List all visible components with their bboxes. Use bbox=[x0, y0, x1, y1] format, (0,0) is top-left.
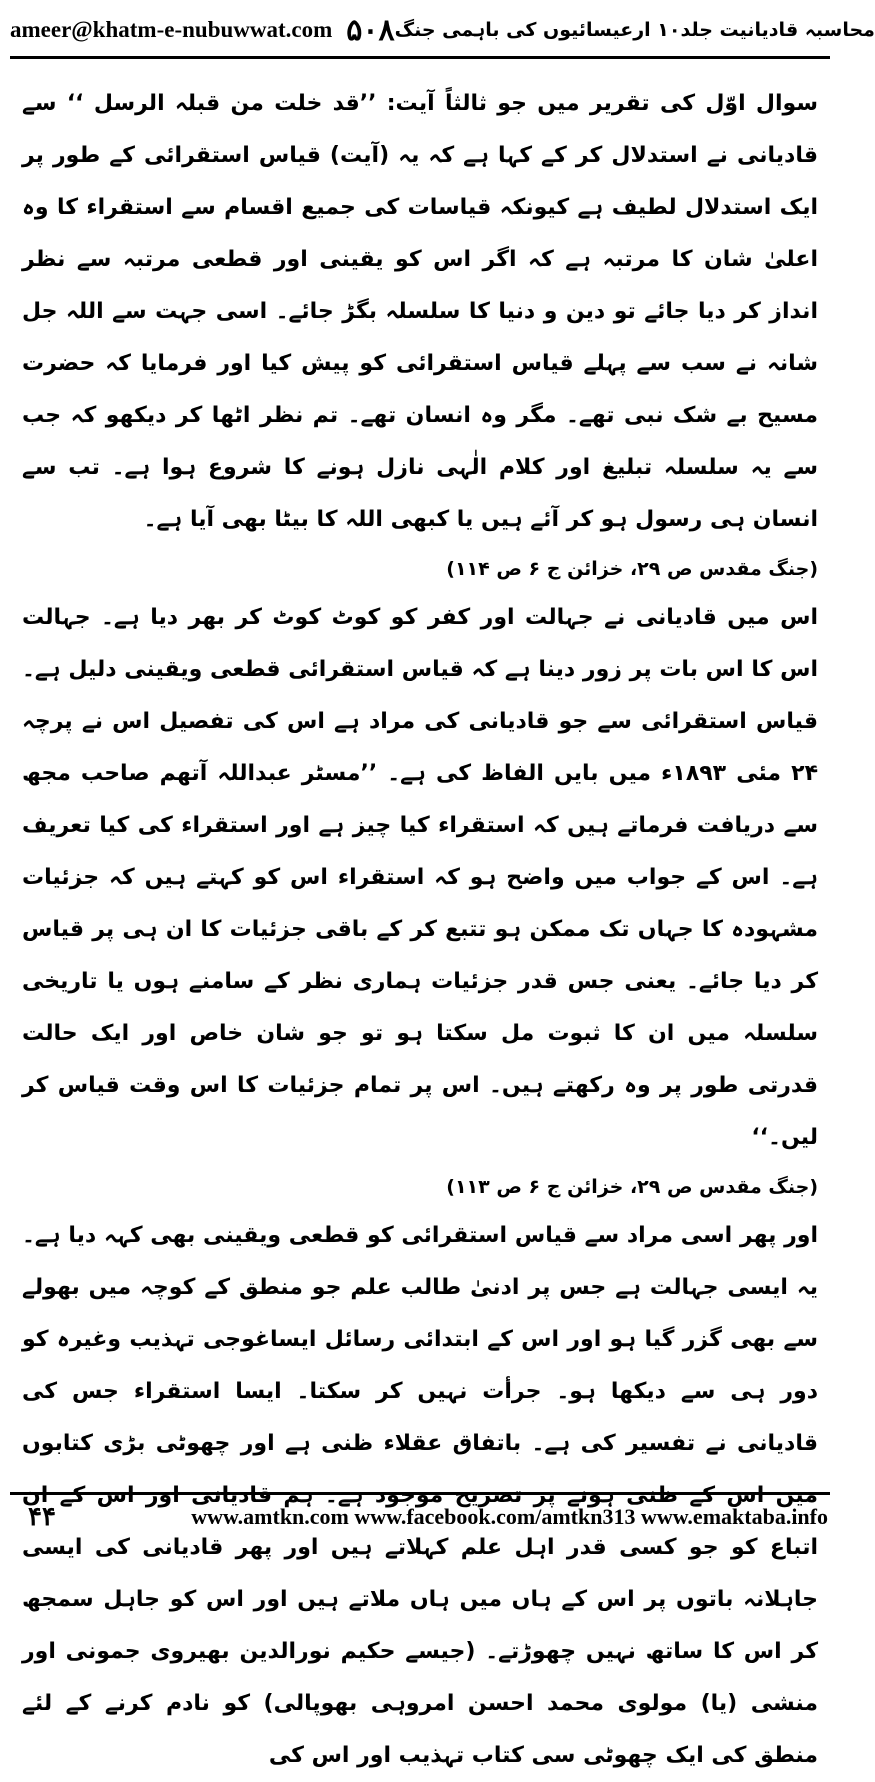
header-page-number: ۵۰۸ bbox=[346, 12, 395, 48]
paragraph-2: اس میں قادیانی نے جہالت اور کفر کو کوٹ کوٹ کر بھر دیا ہے۔ جہالت اس کا اس بات پر زور دینا ہے کہ قیاس استقرائی قطعی ویقینی دلیل ہے۔ قیاس استقرائی سے جو قادیانی کی مراد ہے اس کی تفصیل اس نے پرچہ ۲۴ مئی ۱۸۹۳ء میں بایں الفاظ کی ہے۔ ’’مسٹر عبداللہ آتھم صاحب مجھ سے دریافت فرماتے ہیں کہ استقراء کیا چیز ہے اور استقراء کی کیا تعریف ہے۔ اس کے جواب میں واضح ہو کہ استقراء اس کو کہتے ہیں کہ جزئیات مشہودہ کا جہاں تک ممکن ہو تتبع کر کے باقی جزئیات کا ان ہی پر قیاس کر دیا جائے۔ یعنی جس قدر جزئیات ہماری نظر کے سامنے ہوں یا تاریخی سلسلہ میں ان کا ثبوت مل سکتا ہو تو جو شان خاص اور ایک حالت قدرتی طور پر وہ رکھتے ہیں۔ اس پر تمام جزئیات کا اس وقت قیاس کر لیں۔‘‘ bbox=[22, 605, 818, 1150]
paragraph-3: اور پھر اسی مراد سے قیاس استقرائی کو قطعی ویقینی بھی کہہ دیا ہے۔ یہ ایسی جہالت ہے جس پر ادنیٰ طالب علم جو منطق کے کوچہ میں بھولے سے بھی گزر گیا ہو اور اس کے ابتدائی رسائل ایساغوجی تہذیب وغیرہ کو دور ہی سے دیکھا ہو۔ جرأت نہیں کر سکتا۔ ایسا استقراء جس کی قادیانی نے تفسیر کی ہے۔ باتفاق عقلاء ظنی ہے اور چھوٹی بڑی کتابوں میں اس کے ظنی ہونے پر تصریح موجود ہے۔ ہم قادیانی اور اس کے ان اتباع کو جو کسی قدر اہل علم کہلاتے ہیں اور پھر قادیانی کی ایسی جاہلانہ باتوں پر اس کے ہاں میں ہاں ملاتے ہیں اور اس کو جاہل سمجھ کر اس کا ساتھ نہیں چھوڑتے۔ (جیسے حکیم نورالدین بھیروی جمونی اور منشی (یا) مولوی محمد احسن امروہی بھوپالی) کو نادم کرنے کے لئے منطق کی ایک چھوٹی سی کتاب تہذیب اور اس کی bbox=[22, 1223, 818, 1768]
page-header bbox=[10, 8, 875, 52]
header-left-group bbox=[10, 13, 395, 48]
paragraph-1: سوال اوّل کی تقریر میں جو ثالثاً آیت: ’’قد خلت من قبلہ الرسل ‘‘ سے قادیانی نے استدلال کر کے کہا ہے کہ یہ (آیت) قیاس استقرائی کے طور پر ایک استدلال لطیف ہے کیونکہ قیاسات کی جمیع اقسام سے استقراء کا وہ اعلیٰ شان کا مرتبہ ہے کہ اگر اس کو یقینی اور قطعی مرتبہ سے نظر انداز کر دیا جائے تو دین و دنیا کا سلسلہ بگڑ جائے۔ اسی جہت سے اللہ جل شانہ نے سب سے پہلے قیاس استقرائی کو پیش کیا اور فرمایا کہ حضرت مسیح بے شک نبی تھے۔ مگر وہ انسان تھے۔ تم نظر اٹھا کر دیکھو کہ جب سے یہ سلسلہ تبلیغ اور کلام الٰہی نازل ہونے کا شروع ہوا ہے۔ تب سے انسان ہی رسول ہو کر آئے ہیں یا کبھی اللہ کا بیٹا بھی آیا ہے۔ bbox=[22, 91, 818, 532]
header-email: ameer@khatm-e-nubuwwat.com bbox=[10, 17, 333, 42]
header-divider bbox=[10, 56, 830, 59]
footer-page-number: ۴۴ bbox=[28, 1502, 56, 1532]
footer-divider bbox=[10, 1492, 830, 1495]
page-footer bbox=[10, 1498, 830, 1536]
footer-links: www.amtkn.com www.facebook.com/amtkn313 www.emaktaba.info bbox=[191, 1504, 828, 1529]
header-title: محاسبہ قادیانیت جلد۱۰ ارعیسائیوں کی باہمی جنگ bbox=[394, 19, 875, 41]
reference-2: (جنگ مقدس ص ۲۹، خزائن ج ۶ ص ۱۱۳) bbox=[446, 1176, 818, 1198]
reference-1: (جنگ مقدس ص ۲۹، خزائن ج ۶ ص ۱۱۴) bbox=[446, 558, 818, 580]
